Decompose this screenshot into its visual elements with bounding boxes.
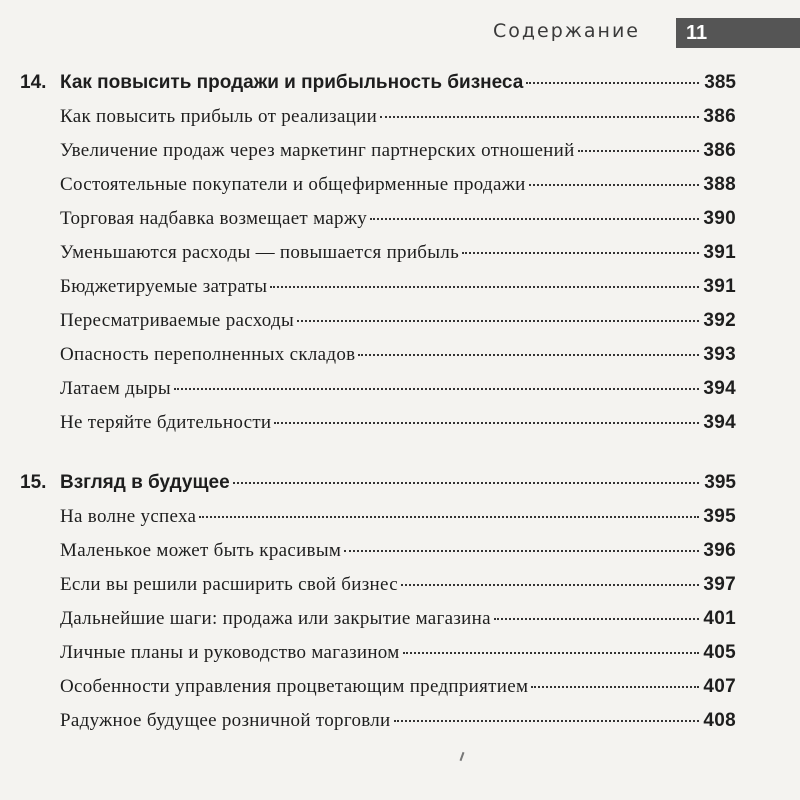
toc-entry [20,540,736,574]
chapter-title: Взгляд в будущее [60,472,230,493]
toc-entry [20,642,736,676]
entry-page: 391 [703,242,736,263]
entry-title: Торговая надбавка возмещает маржу [60,208,368,229]
header-title: Содержание [493,20,640,42]
entry-page: 394 [703,378,736,399]
entry-title: На волне успеха [60,506,197,527]
entry-title: Латаем дыры [60,378,172,399]
entry-title: Опасность переполненных складов [60,344,356,365]
page-number-badge: 11 [676,18,800,48]
chapter-page: 395 [704,472,736,493]
toc-entry [20,208,736,242]
entry-page: 408 [703,710,736,731]
entry-title: Увеличение продаж через маркетинг партнерских отношений [60,140,575,161]
entry-title: Пересматриваемые расходы [60,310,295,331]
entry-page: 397 [703,574,736,595]
entry-page: 405 [703,642,736,663]
entry-page: 391 [703,276,736,297]
toc-entry [20,242,736,276]
toc-entry [20,106,736,140]
dot-leader [394,720,699,722]
entry-page: 386 [703,140,736,161]
entry-title: Уменьшаются расходы — повышается прибыль [60,242,460,263]
dot-leader [358,354,699,356]
entry-title: Не теряйте бдительности [60,412,272,433]
toc-entry [20,506,736,540]
toc-entry [20,344,736,378]
entry-page: 393 [703,344,736,365]
entry-title: Особенности управления процветающим предприятием [60,676,529,697]
dot-leader [274,422,699,424]
entry-page: 390 [703,208,736,229]
entry-page: 396 [703,540,736,561]
chapter-title: Как повысить продажи и прибыльность бизнеса [60,72,524,93]
dot-leader [380,116,699,118]
entry-page: 401 [703,608,736,629]
entry-page: 395 [703,506,736,527]
dot-leader [233,482,699,484]
entry-title: Состоятельные покупатели и общефирменные продажи [60,174,526,195]
dot-leader [401,584,699,586]
entry-title: Радужное будущее розничной торговли [60,710,391,731]
pencil-mark [460,752,465,761]
dot-leader [529,184,699,186]
dot-leader [344,550,699,552]
entry-page: 407 [703,676,736,697]
entry-page: 392 [703,310,736,331]
toc-entry [20,174,736,208]
dot-leader [578,150,699,152]
entry-title: Если вы решили расширить свой бизнес [60,574,398,595]
toc-entry [20,276,736,310]
entry-page: 386 [703,106,736,127]
dot-leader [174,388,699,390]
dot-leader [526,82,699,84]
toc-entry [20,378,736,412]
toc-chapter-14 [20,72,736,446]
chapter-number: 15. [20,472,47,493]
entry-title: Личные планы и руководство магазином [60,642,400,663]
dot-leader [494,618,699,620]
running-header [0,18,800,50]
chapter-page: 385 [704,72,736,93]
toc-entry [20,710,736,744]
toc-entry [20,140,736,174]
dot-leader [462,252,699,254]
chapter-heading [20,72,736,106]
dot-leader [403,652,699,654]
toc-entry [20,412,736,446]
dot-leader [199,516,699,518]
entry-page: 394 [703,412,736,433]
entry-title: Дальнейшие шаги: продажа или закрытие магазина [60,608,491,629]
toc-entry [20,574,736,608]
toc-chapter-15 [20,472,736,744]
entry-title: Маленькое может быть красивым [60,540,342,561]
entry-title: Как повысить прибыль от реализации [60,106,378,127]
dot-leader [531,686,699,688]
toc-entry [20,608,736,642]
toc-entry [20,310,736,344]
toc-entry [20,676,736,710]
entry-title: Бюджетируемые затраты [60,276,268,297]
chapter-number: 14. [20,72,47,93]
dot-leader [297,320,699,322]
chapter-heading [20,472,736,506]
dot-leader [270,286,699,288]
entry-page: 388 [703,174,736,195]
dot-leader [370,218,699,220]
